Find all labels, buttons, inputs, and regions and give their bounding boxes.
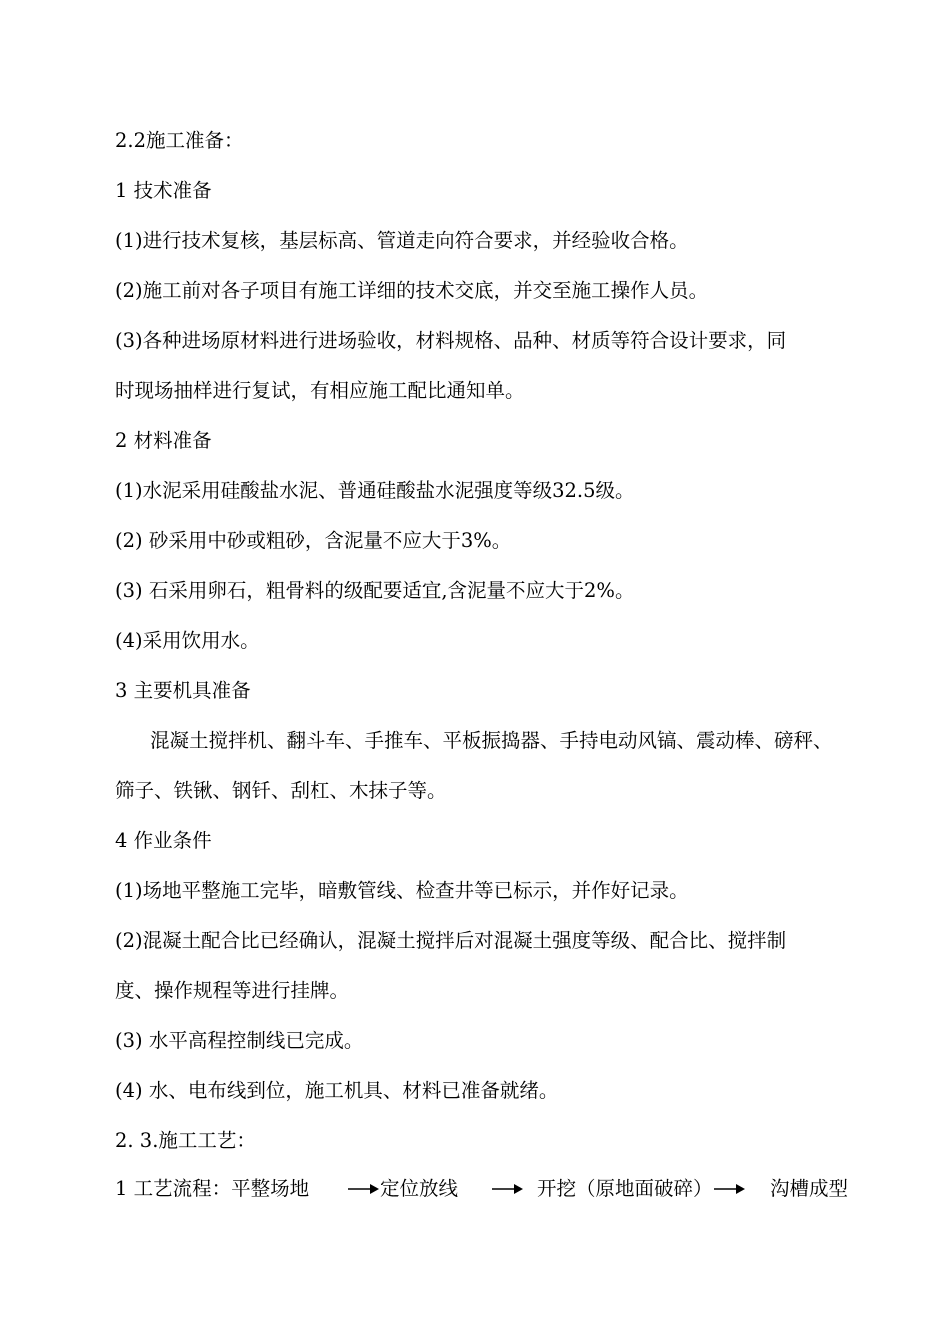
flow-step-positioning: 定位放线 [380, 1177, 459, 1200]
paragraph-line: (3) 石采用卵石，粗骨料的级配要适宜,含泥量不应大于2%。 [115, 579, 635, 602]
subheading-material-prep: 2 材料准备 [115, 429, 212, 452]
section-heading-2-3: 2. 3.施工工艺： [115, 1129, 256, 1152]
paragraph-line: (4)采用饮用水。 [115, 629, 260, 652]
subheading-equipment-prep: 3 主要机具准备 [115, 679, 251, 702]
paragraph-line: (1)水泥采用硅酸盐水泥、普通硅酸盐水泥强度等级32.5级。 [115, 479, 635, 502]
subheading-technical-prep: 1 技术准备 [115, 179, 212, 202]
paragraph-line: 时现场抽样进行复试，有相应施工配比通知单。 [115, 379, 525, 402]
paragraph-line: (4) 水、电布线到位，施工机具、材料已准备就绪。 [115, 1079, 559, 1102]
paragraph-line: (2)施工前对各子项目有施工详细的技术交底，并交至施工操作人员。 [115, 279, 709, 302]
arrow-right-icon [490, 1176, 524, 1202]
flow-step-trench-forming: 沟槽成型 [770, 1177, 849, 1200]
paragraph-line: (3)各种进场原材料进行进场验收，材料规格、品种、材质等符合设计要求，同 [115, 329, 787, 352]
paragraph-line: (1)进行技术复核，基层标高、管道走向符合要求，并经验收合格。 [115, 229, 689, 252]
paragraph-line: (1)场地平整施工完毕，暗敷管线、检查井等已标示，并作好记录。 [115, 879, 689, 902]
paragraph-line: 混凝土搅拌机、翻斗车、手推车、平板振捣器、手持电动风镐、震动棒、磅秤、 [150, 729, 833, 752]
paragraph-line: (2) 砂采用中砂或粗砂，含泥量不应大于3%。 [115, 529, 512, 552]
arrow-right-icon [712, 1176, 746, 1202]
paragraph-line: 度、操作规程等进行挂牌。 [115, 979, 350, 1002]
section-heading-2-2: 2.2施工准备： [115, 129, 244, 152]
paragraph-line: (3) 水平高程控制线已完成。 [115, 1029, 364, 1052]
subheading-work-conditions: 4 作业条件 [115, 829, 212, 852]
flow-lead-text: 1 工艺流程：平整场地 [115, 1177, 310, 1200]
paragraph-line: 筛子、铁锹、钢钎、刮杠、木抹子等。 [115, 779, 447, 802]
flow-step-excavation: 开挖（原地面破碎） [537, 1177, 713, 1200]
arrow-right-icon [346, 1176, 380, 1202]
paragraph-line: (2)混凝土配合比已经确认，混凝土搅拌后对混凝土强度等级、配合比、搅拌制 [115, 929, 787, 952]
